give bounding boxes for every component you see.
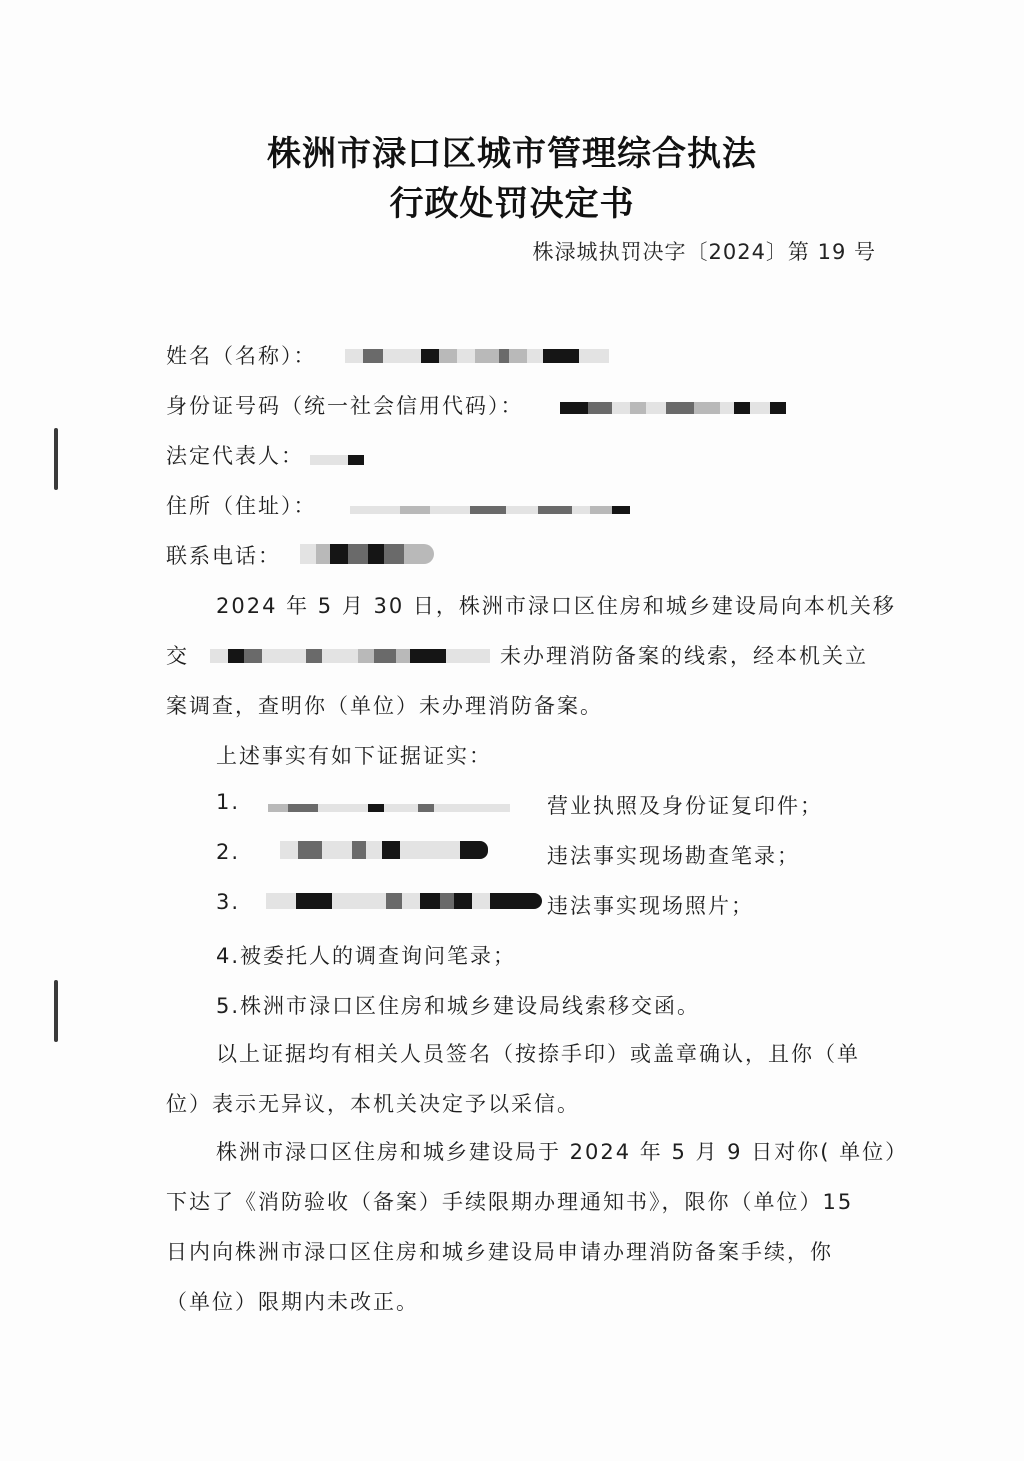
paragraph-3-line-1: 以上证据均有相关人员签名（按捺手印）或盖章确认，且你（单 xyxy=(216,1042,860,1066)
address-label: 住所（住址）： xyxy=(166,494,317,518)
evidence-item-5: 5.株洲市渌口区住房和城乡建设局线索移交函。 xyxy=(216,994,701,1018)
document-title-line2: 行政处罚决定书 xyxy=(389,184,635,224)
phone-label: 联系电话： xyxy=(166,544,281,568)
binding-mark xyxy=(54,428,58,490)
redacted-party xyxy=(210,649,490,663)
redacted-evidence-2 xyxy=(280,841,488,859)
evidence-item-3-text: 违法事实现场照片； xyxy=(547,894,754,918)
redacted-phone xyxy=(300,544,434,564)
evidence-item-1-text: 营业执照及身份证复印件； xyxy=(547,794,823,818)
evidence-number: 2. xyxy=(216,840,241,864)
name-label: 姓名（名称）： xyxy=(166,344,317,368)
evidence-item-2 xyxy=(216,840,266,864)
redacted-evidence-3 xyxy=(266,893,542,909)
paragraph-4-line-1: 株洲市渌口区住房和城乡建设局于 2024 年 5 月 9 日对你( 单位） xyxy=(216,1140,909,1164)
paragraph-1-line-1: 2024 年 5 月 30 日，株洲市渌口区住房和城乡建设局向本机关移 xyxy=(216,594,896,618)
id-label: 身份证号码（统一社会信用代码）： xyxy=(166,394,524,418)
evidence-item-1 xyxy=(216,790,266,814)
paragraph-4-line-3: 日内向株洲市渌口区住房和城乡建设局申请办理消防备案手续，你 xyxy=(166,1240,833,1264)
paragraph-4-line-2: 下达了《消防验收（备案）手续限期办理通知书》，限你（单位）15 xyxy=(166,1190,854,1214)
document-number: 株渌城执罚决字〔2024〕第 19 号 xyxy=(532,240,876,264)
evidence-number: 3. xyxy=(216,890,241,914)
redacted-name xyxy=(345,349,609,363)
redacted-legal-rep xyxy=(310,455,364,465)
legal-rep-label: 法定代表人： xyxy=(166,444,304,468)
evidence-item-2-text: 违法事实现场勘查笔录； xyxy=(547,844,800,868)
redacted-evidence-1 xyxy=(268,804,510,812)
redacted-id xyxy=(560,402,786,414)
paragraph-1-line-3: 案调查，查明你（单位）未办理消防备案。 xyxy=(166,694,603,718)
paragraph-1-line-2-end: 未办理消防备案的线索，经本机关立 xyxy=(500,644,868,668)
evidence-number: 1. xyxy=(216,790,241,814)
binding-mark xyxy=(54,980,58,1042)
redacted-address xyxy=(350,506,630,514)
evidence-item-4: 4.被委托人的调查询问笔录； xyxy=(216,944,517,968)
paragraph-3-line-2: 位）表示无异议，本机关决定予以采信。 xyxy=(166,1092,580,1116)
paragraph-1-line-2-start: 交 xyxy=(166,644,189,668)
evidence-intro: 上述事实有如下证据证实： xyxy=(216,744,492,768)
paragraph-4-line-4: （单位）限期内未改正。 xyxy=(166,1290,419,1314)
evidence-item-3 xyxy=(216,890,266,914)
document-title-line1: 株洲市渌口区城市管理综合执法 xyxy=(267,134,757,174)
